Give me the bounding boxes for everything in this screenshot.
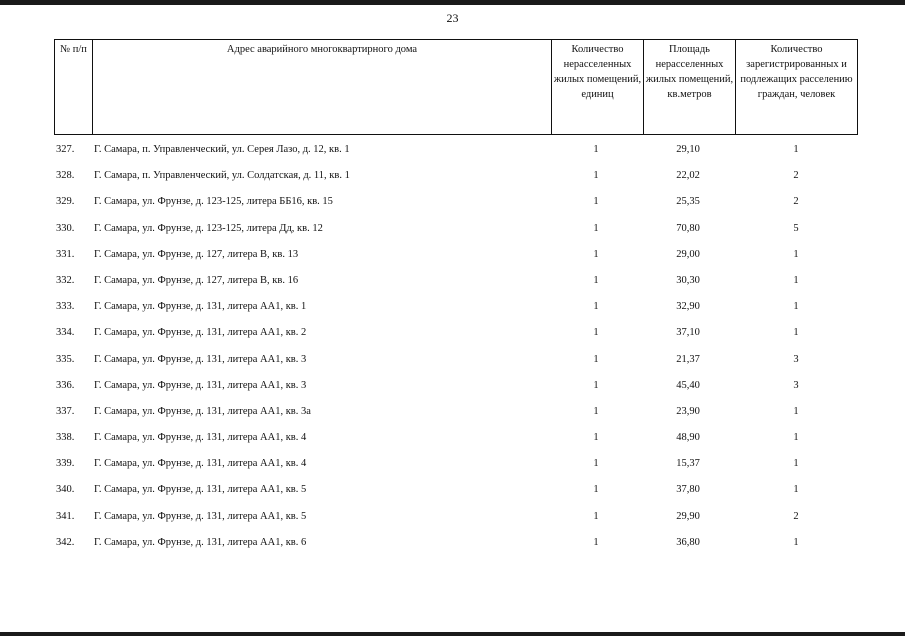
row-units: 1 — [593, 301, 599, 313]
row-units: 1 — [593, 196, 599, 208]
header-row — [55, 40, 858, 135]
row-area: 48,90 — [676, 432, 700, 444]
row-address: Г. Самара, ул. Фрунзе, д. 131, литера АА1, кв. 3 — [94, 353, 307, 365]
row-units: 1 — [593, 327, 599, 339]
row-number: 340. — [56, 484, 75, 496]
row-people: 3 — [793, 353, 799, 365]
row-area: 30,30 — [676, 274, 700, 286]
header-area: Площадь нерасселенных жилых помещений, кв.метров — [644, 40, 736, 135]
table-row — [54, 163, 857, 189]
row-number: 338. — [56, 432, 75, 444]
row-people: 1 — [793, 536, 799, 548]
table-row — [54, 399, 857, 425]
row-number: 332. — [56, 274, 75, 286]
top-border-line — [0, 0, 905, 5]
row-people: 1 — [793, 458, 799, 470]
row-people: 2 — [793, 170, 799, 182]
row-address: Г. Самара, ул. Фрунзе, д. 131, литера АА1, кв. 3 — [94, 379, 307, 391]
row-people: 1 — [793, 432, 799, 444]
row-area: 37,10 — [676, 327, 700, 339]
row-number: 335. — [56, 353, 75, 365]
row-people: 5 — [793, 222, 799, 234]
row-units: 1 — [593, 248, 599, 260]
table-row — [54, 242, 857, 268]
row-area: 36,80 — [676, 536, 700, 548]
table-row — [54, 347, 857, 373]
row-address: Г. Самара, ул. Фрунзе, д. 131, литера АА1, кв. 1 — [94, 301, 307, 313]
table-row — [54, 425, 857, 451]
row-people: 1 — [793, 484, 799, 496]
row-address: Г. Самара, ул. Фрунзе, д. 131, литера АА1, кв. 4 — [94, 458, 307, 470]
row-units: 1 — [593, 484, 599, 496]
table-row — [54, 189, 857, 215]
row-address: Г. Самара, ул. Фрунзе, д. 131, литера АА1, кв. 5 — [94, 484, 307, 496]
table-row — [54, 268, 857, 294]
row-number: 328. — [56, 170, 75, 182]
table-row — [54, 504, 857, 530]
row-people: 1 — [793, 248, 799, 260]
row-units: 1 — [593, 405, 599, 417]
row-number: 327. — [56, 144, 75, 155]
row-address: Г. Самара, ул. Фрунзе, д. 131, литера АА1, кв. 6 — [94, 536, 307, 548]
header-num: № п/п — [55, 40, 93, 135]
row-area: 25,35 — [676, 196, 700, 208]
row-people: 1 — [793, 327, 799, 339]
row-number: 331. — [56, 248, 75, 260]
table-row — [54, 477, 857, 503]
header-address: Адрес аварийного многоквартирного дома — [93, 40, 552, 135]
row-units: 1 — [593, 432, 599, 444]
row-address: Г. Самара, ул. Фрунзе, д. 131, литера АА1, кв. 2 — [94, 327, 307, 339]
row-address: Г. Самара, ул. Фрунзе, д. 131, литера АА1, кв. 5 — [94, 510, 307, 522]
row-units: 1 — [593, 144, 599, 155]
row-number: 342. — [56, 536, 75, 548]
row-address: Г. Самара, ул. Фрунзе, д. 131, литера АА1, кв. 3а — [94, 405, 311, 417]
row-address: Г. Самара, ул. Фрунзе, д. 127, литера В, кв. 16 — [94, 274, 299, 286]
row-address: Г. Самара, ул. Фрунзе, д. 123-125, литера ББ16, кв. 15 — [94, 196, 333, 208]
row-area: 29,00 — [676, 248, 700, 260]
table-row — [54, 373, 857, 399]
header-units: Количество нерасселенных жилых помещений, единиц — [552, 40, 644, 135]
row-area: 21,37 — [676, 353, 700, 365]
row-area: 32,90 — [676, 301, 700, 313]
row-address: Г. Самара, п. Управленческий, ул. Солдатская, д. 11, кв. 1 — [94, 170, 350, 182]
row-number: 336. — [56, 379, 75, 391]
row-units: 1 — [593, 222, 599, 234]
row-number: 334. — [56, 327, 75, 339]
row-number: 333. — [56, 301, 75, 313]
table-body — [54, 137, 857, 556]
row-people: 1 — [793, 274, 799, 286]
table-row — [54, 530, 857, 556]
row-area: 37,80 — [676, 484, 700, 496]
bottom-border-line — [0, 632, 905, 636]
row-address: Г. Самара, ул. Фрунзе, д. 127, литера В, кв. 13 — [94, 248, 299, 260]
row-number: 329. — [56, 196, 75, 208]
row-area: 22,02 — [676, 170, 700, 182]
row-area: 70,80 — [676, 222, 700, 234]
page-number: 23 — [446, 11, 459, 25]
row-number: 337. — [56, 405, 75, 417]
row-units: 1 — [593, 170, 599, 182]
table-row — [54, 320, 857, 346]
row-units: 1 — [593, 458, 599, 470]
row-number: 330. — [56, 222, 75, 234]
row-people: 1 — [793, 144, 799, 155]
table-row — [54, 137, 857, 163]
row-number: 341. — [56, 510, 75, 522]
row-units: 1 — [593, 274, 599, 286]
row-units: 1 — [593, 510, 599, 522]
table-row — [54, 294, 857, 320]
row-area: 29,10 — [676, 144, 700, 155]
row-address: Г. Самара, п. Управленческий, ул. Серея Лазо, д. 12, кв. 1 — [94, 144, 350, 155]
row-address: Г. Самара, ул. Фрунзе, д. 123-125, литера Дд, кв. 12 — [94, 222, 323, 234]
header-people: Количество зарегистрированных и подлежащих расселению граждан, человек — [736, 40, 858, 135]
row-people: 1 — [793, 301, 799, 313]
row-units: 1 — [593, 379, 599, 391]
row-people: 3 — [793, 379, 799, 391]
table-row — [54, 216, 857, 242]
table-row — [54, 451, 857, 477]
row-units: 1 — [593, 353, 599, 365]
row-units: 1 — [593, 536, 599, 548]
row-area: 45,40 — [676, 379, 700, 391]
row-people: 1 — [793, 405, 799, 417]
row-address: Г. Самара, ул. Фрунзе, д. 131, литера АА1, кв. 4 — [94, 432, 307, 444]
row-area: 15,37 — [676, 458, 700, 470]
row-people: 2 — [793, 196, 799, 208]
row-number: 339. — [56, 458, 75, 470]
row-area: 23,90 — [676, 405, 700, 417]
table-header — [54, 39, 858, 135]
row-people: 2 — [793, 510, 799, 522]
row-area: 29,90 — [676, 510, 700, 522]
